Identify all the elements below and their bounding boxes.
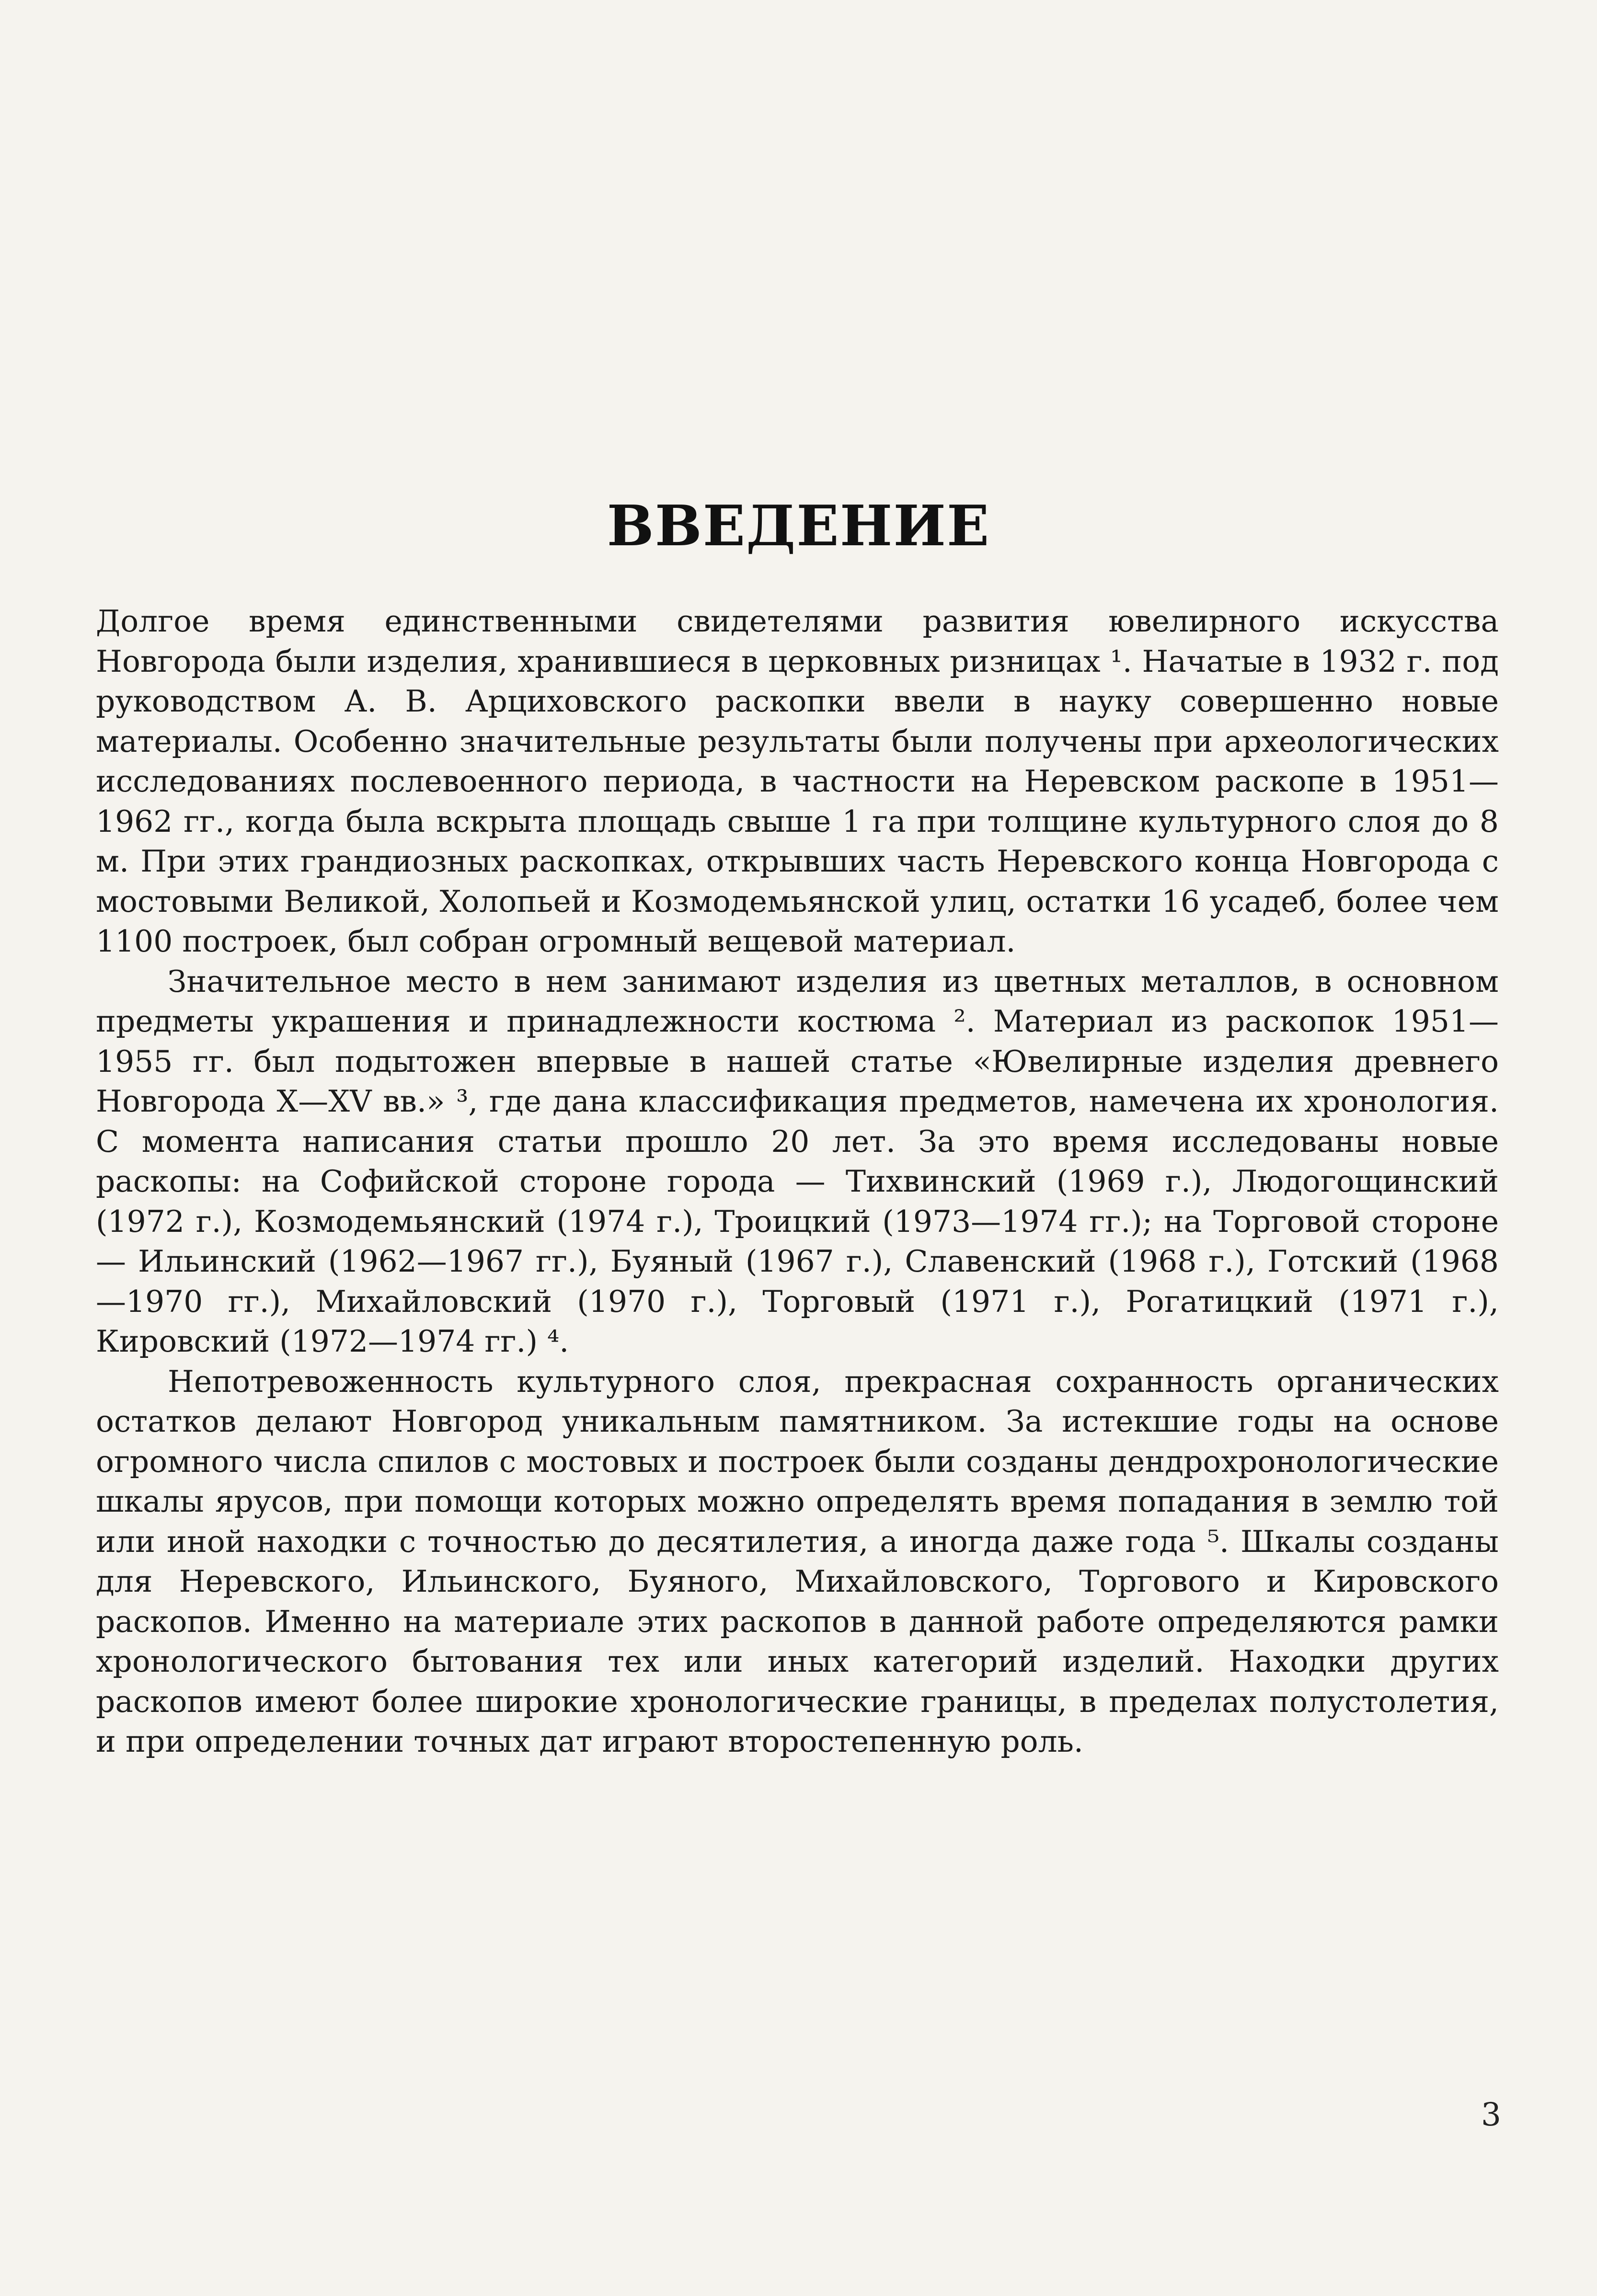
page-title: ВВЕДЕНИЕ: [607, 494, 990, 559]
paragraph-2: Значительное место в нем занимают изделия из цветных металлов, в основном предметы украшения и принадлежности костюма ². Материал из раскопок 1951—1955 гг. был подытожен впервые в нашей статье «Ювелирные изделия древнего Новгорода X—XV вв.» ³, где дана классификация предметов, намечена их хронология. С момента написания статьи прошло 20 лет. За это время исследованы новые раскопы: на Софийской стороне города — Тихвинский (1969 г.), Людогощинский (1972 г.), Козмодемьянский (1974 г.), Троицкий (1973—1974 гг.); на Торговой стороне — Ильинский (1962—1967 гг.), Буяный (1967 г.), Славенский (1968 г.), Готский (1968—1970 гг.), Михайловский (1970 г.), Торговый (1971 г.), Рогатицкий (1971 г.), Кировский (1972—1974 гг.) ⁴.: [96, 964, 1499, 1359]
body-text: [96, 601, 1499, 1762]
paragraph-1: Долгое время единственными свидетелями развития ювелирного искусства Новгорода были изделия, хранившиеся в церковных ризницах ¹. Начатые в 1932 г. под руководством А. В. Арциховского раскопки ввели в науку совершенно новые материалы. Особенно значительные результаты были получены при археологических исследованиях послевоенного периода, в частности на Неревском раскопе в 1951—1962 гг., когда была вскрыта площадь свыше 1 га при толщине культурного слоя до 8 м. При этих грандиозных раскопках, открывших часть Неревского конца Новгорода с мостовыми Великой, Холопьей и Козмодемьянской улиц, остатки 16 усадеб, более чем 1100 построек, был собран огромный вещевой материал.: [96, 604, 1499, 959]
paragraph-3: Непотревоженность культурного слоя, прекрасная сохранность органических остатков делают Новгород уникальным памятником. За истекшие годы на основе огромного числа спилов с мостовых и построек были созданы дендрохронологические шкалы ярусов, при помощи которых можно определять время попадания в землю той или иной находки с точностью до десятилетия, а иногда даже года ⁵. Шкалы созданы для Неревского, Ильинского, Буяного, Михайловского, Торгового и Кировского раскопов. Именно на материале этих раскопов в данной работе определяются рамки хронологического бытования тех или иных категорий изделий. Находки других раскопов имеют более широкие хронологические границы, в пределах полустолетия, и при определении точных дат играют второстепенную роль.: [96, 1364, 1499, 1759]
page-number: 3: [1481, 2096, 1501, 2133]
